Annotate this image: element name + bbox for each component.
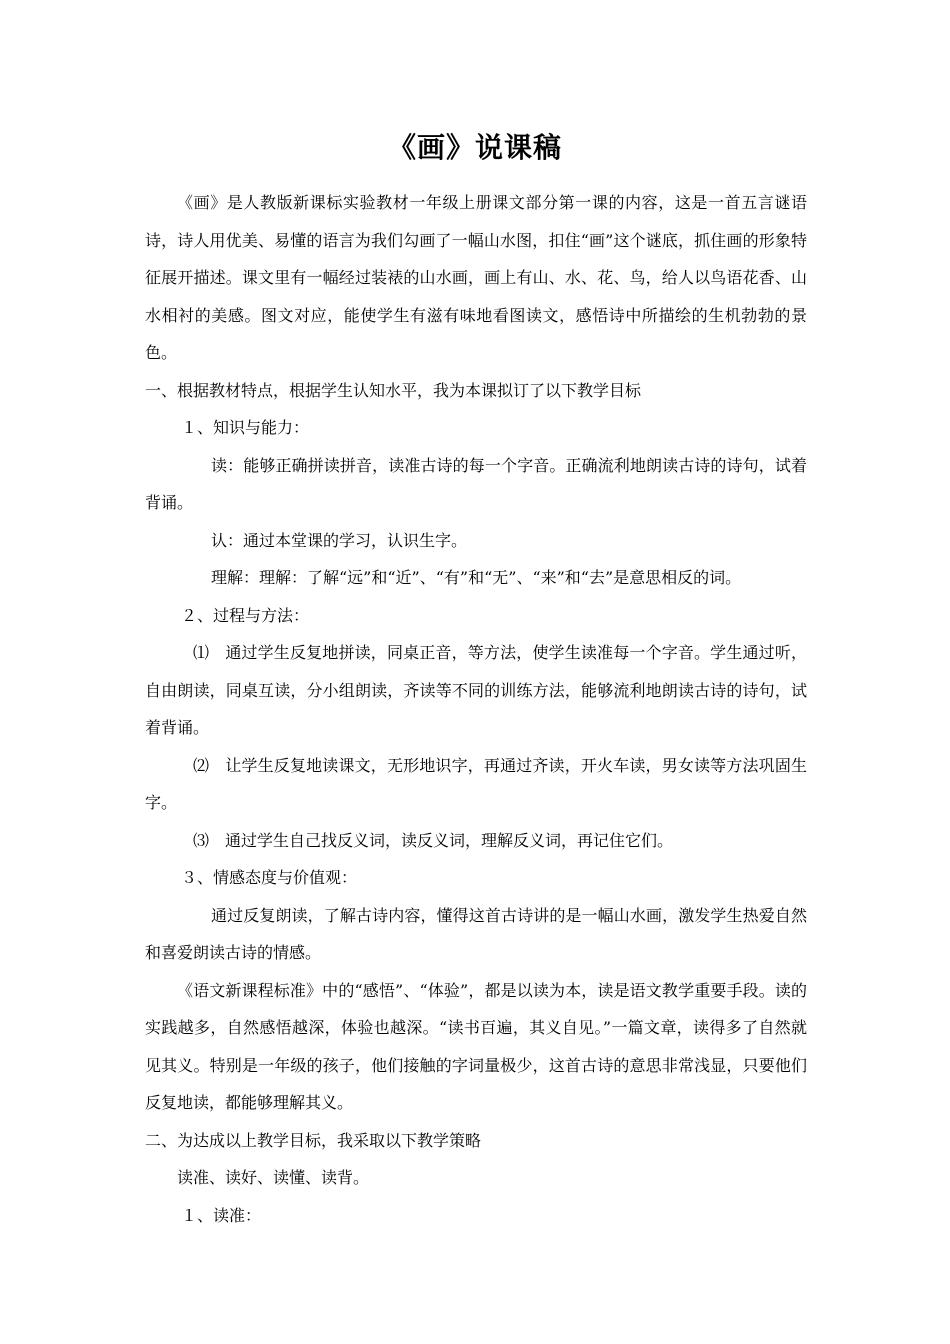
strategy-summary: 读准、读好、读懂、读背。 bbox=[177, 1168, 370, 1187]
goal2-heading: ２、过程与方法： bbox=[181, 605, 310, 625]
goal1-understand: 理解：理解：了解“远”和“近”、“有”和“无”、“来”和“去”是意思相反的词。 bbox=[211, 568, 742, 587]
page-title: 《画》说课稿 bbox=[387, 131, 562, 164]
goal2-item-1: ⑴ 通过学生反复地拼读，同桌正音，等方法，使学生读准每一个字音。学生通过听，自由朗读，同桌互读，分小组朗读，齐读等不同的训练方法，能够流利地朗读古诗的诗句，试着背诵。 bbox=[145, 643, 807, 737]
section2-heading: 二、为达成以上教学目标，我采取以下教学策略 bbox=[145, 1130, 482, 1150]
goal3-text: 通过反复朗读，了解古诗内容，懂得这首古诗讲的是一幅山水画，激发学生热爱自然和喜爱朗读古诗的情感。 bbox=[145, 905, 807, 962]
goal1-recognize: 认：通过本堂课的学习，认识生字。 bbox=[211, 530, 468, 550]
goal2-item-2: ⑵ 让学生反复地读课文，无形地识字，再通过齐读，开火车读，男女读等方法巩固生字。 bbox=[145, 755, 807, 812]
intro-paragraph: 《画》是人教版新课标实验教材一年级上册课文部分第一课的内容，这是一首五言谜语诗，诗人用优美、易懂的语言为我们勾画了一幅山水图，扣住“画”这个谜底，抓住画的形象特征展开描述。课文里有一幅经过装裱的山水画，画上有山、水、花、鸟，给人以鸟语花香、山水相衬的美感。图文对应，能使学生有滋有味地看图读文，感悟诗中所描绘的生机勃勃的景色。 bbox=[145, 193, 807, 362]
goal3-heading: ３、情感态度与价值观： bbox=[181, 868, 358, 887]
document-body bbox=[145, 184, 807, 1234]
section1-heading: 一、根据教材特点，根据学生认知水平，我为本课拟订了以下教学目标 bbox=[145, 380, 642, 400]
goal1-heading: １、知识与能力： bbox=[181, 418, 310, 437]
standard-paragraph: 《语文新课程标准》中的“感悟”、“体验”，都是以读为本，读是语文教学重要手段。读的实践越多，自然感悟越深，体验也越深。“读书百遍，其义自见。”一篇文章，读得多了自然就见其义。特别是一年级的孩子，他们接触的字词量极少，这首古诗的意思非常浅显，只要他们反复地读，都能够理解其义。 bbox=[145, 980, 807, 1112]
goal1-read: 读：能够正确拼读拼音，读准古诗的每一个字音。正确流利地朗读古诗的诗句，试着背诵。 bbox=[145, 455, 807, 512]
strategy1-heading: １、读准： bbox=[181, 1205, 262, 1225]
goal2-item-3: ⑶ 通过学生自己找反义词，读反义词，理解反义词，再记住它们。 bbox=[193, 830, 674, 850]
